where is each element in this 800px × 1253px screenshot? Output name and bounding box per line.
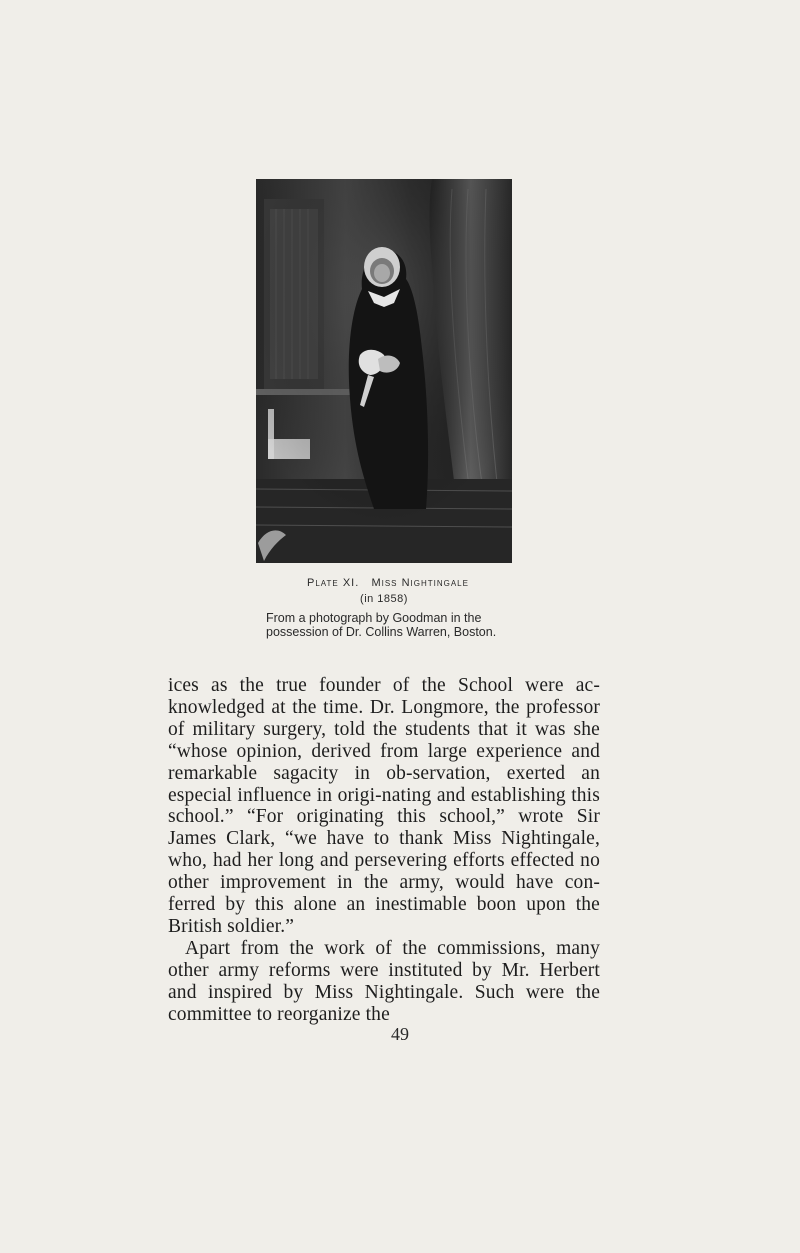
page-number: 49 [391, 1024, 409, 1044]
plate-subject: Miss Nightingale [371, 577, 469, 589]
paragraph: ices as the true founder of the School were ac-knowledged at the time. Dr. Longmore, the professor of military surgery, told the students that it was she “whose opinion, derived from large experience and remarkable sagacity in ob-servation, exerted an especial influence in origi-nating and establishing this school.” “For originating this school,” wrote Sir James Clark, “we have to thank Miss Nightingale, who, had her long and persevering efforts effected no other improvement in the army, would have con-ferred by this alone an inestimable boon upon the British soldier.” [168, 675, 600, 937]
plate-year: (in 1858) [360, 593, 408, 605]
plate-caption [266, 576, 516, 639]
body-text [168, 675, 600, 1026]
paragraph: Apart from the work of the commissions, many other army reforms were instituted by Mr. Herbert and inspired by Miss Nightingale. Such were the committee to reorganize the [168, 937, 600, 1025]
plate-source: From a photograph by Goodman in the possession of Dr. Collins Warren, Boston. [266, 611, 497, 639]
plate-number: Plate XI. [307, 577, 360, 589]
plate-title [260, 576, 516, 591]
portrait-photograph [256, 179, 512, 563]
